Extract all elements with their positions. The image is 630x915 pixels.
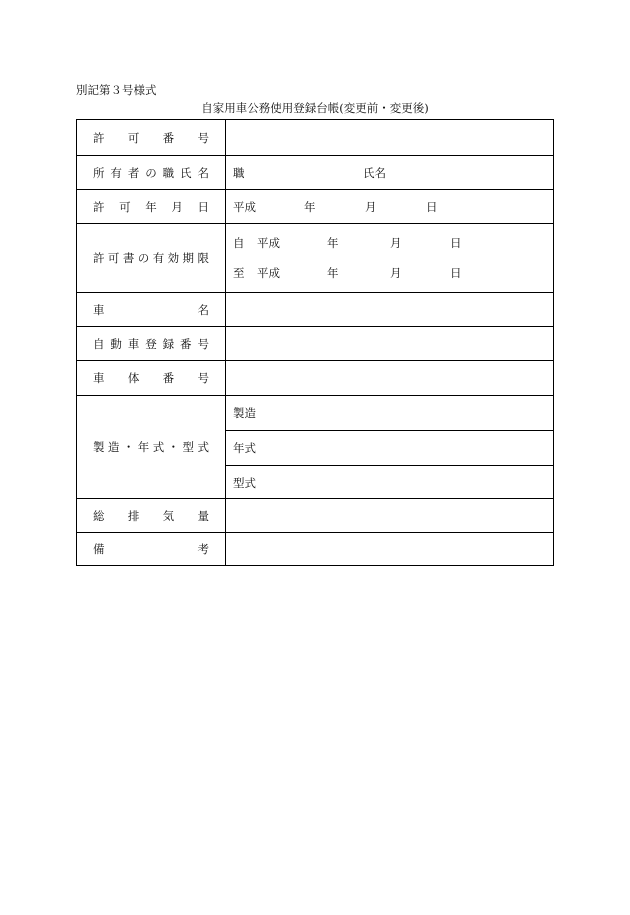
chassis-number-field[interactable]: [226, 361, 553, 395]
form-number: 別記第３号様式: [76, 83, 157, 97]
registration-number-field[interactable]: [226, 327, 553, 360]
maker-label: 製造: [233, 406, 256, 420]
validity-to-year: 年: [327, 266, 339, 280]
owner-position-label: 職: [233, 166, 245, 180]
validity-field[interactable]: [226, 224, 553, 292]
permit-number-field[interactable]: [226, 120, 553, 155]
label-owner: 所 有 者 の 職 氏 名: [77, 156, 226, 189]
label-permit-date: 許 可 年 月 日: [77, 190, 226, 223]
manufacture-field: [226, 396, 553, 498]
row-registration-number: [77, 326, 553, 360]
permit-date-month: 月: [365, 200, 377, 214]
model-year-field[interactable]: [226, 430, 553, 465]
model-year-label: 年式: [233, 441, 256, 455]
permit-date-field[interactable]: [226, 190, 553, 223]
row-owner: [77, 155, 553, 189]
label-permit-number: 許 可 番 号: [77, 120, 226, 155]
row-permit-date: [77, 189, 553, 223]
label-chassis-number: 車 体 番 号: [77, 361, 226, 395]
owner-name-label: 氏名: [363, 166, 386, 180]
validity-to-era: 平成: [257, 266, 280, 280]
remarks-field[interactable]: [226, 533, 553, 565]
validity-from-year: 年: [327, 236, 339, 250]
displacement-field[interactable]: [226, 499, 553, 532]
row-permit-number: [77, 120, 553, 155]
validity-to-day: 日: [450, 266, 462, 280]
validity-from-prefix: 自: [233, 236, 245, 250]
label-validity: 許 可 書 の 有 効 期 限: [77, 224, 226, 292]
row-chassis-number: [77, 360, 553, 395]
validity-from-era: 平成: [257, 236, 280, 250]
validity-to-month: 月: [390, 266, 402, 280]
model-type-field[interactable]: [226, 465, 553, 499]
maker-field[interactable]: [226, 396, 553, 430]
label-remarks: 備 考: [77, 533, 226, 565]
row-validity: [77, 223, 553, 292]
permit-date-year: 年: [304, 200, 316, 214]
permit-date-day: 日: [426, 200, 438, 214]
row-remarks: [77, 532, 553, 565]
row-manufacture: [77, 395, 553, 498]
validity-from-month: 月: [390, 236, 402, 250]
validity-from-day: 日: [450, 236, 462, 250]
label-manufacture: 製 造 ・ 年 式 ・ 型 式: [77, 396, 226, 498]
vehicle-name-field[interactable]: [226, 293, 553, 326]
register-table: [76, 119, 554, 566]
validity-to-prefix: 至: [233, 266, 245, 280]
model-type-label: 型式: [233, 476, 256, 490]
label-vehicle-name: 車 名: [77, 293, 226, 326]
row-vehicle-name: [77, 292, 553, 326]
label-registration-number: 自 動 車 登 録 番 号: [77, 327, 226, 360]
label-displacement: 総 排 気 量: [77, 499, 226, 532]
permit-date-era: 平成: [233, 200, 256, 214]
form-title: 自家用車公務使用登録台帳(変更前・変更後): [201, 101, 429, 115]
row-displacement: [77, 498, 553, 532]
owner-field[interactable]: [226, 156, 553, 189]
